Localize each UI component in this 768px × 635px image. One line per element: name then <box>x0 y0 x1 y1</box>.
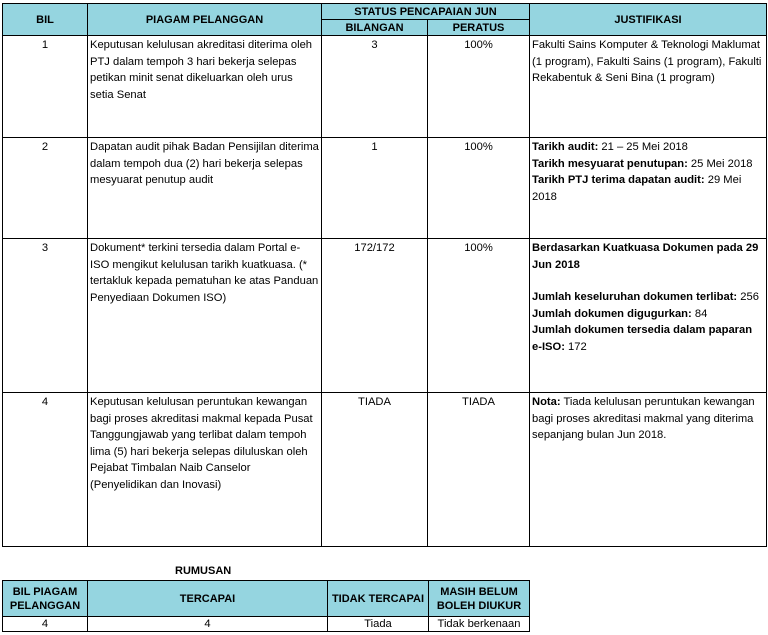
row-piagam: Dokument* terkini tersedia dalam Portal e-ISO mengikut kelulusan tarikh kuatkuasa. (* tertakluk kepada pematuhan ke atas Panduan Penyediaan Dokumen ISO) <box>88 239 322 393</box>
row-justifikasi <box>530 239 767 393</box>
justification-line <box>532 139 764 156</box>
row-bilangan: 1 <box>322 138 428 239</box>
justification-heading: Berdasarkan Kuatkuasa Dokumen pada 29 Jun 2018 <box>532 242 759 271</box>
justification-line <box>532 322 764 355</box>
row-piagam: Keputusan kelulusan peruntukan kewangan bagi proses akreditasi makmal kepada Pusat Tanggungjawab yang terlibat dalam tempoh lima (5) hari bekerja selepas diluluskan oleh Pejabat Timbalan Naib Canselor (Penyelidikan dan Inovasi) <box>88 393 322 547</box>
note-text: Tiada kelulusan peruntukan kewangan bagi proses akreditasi makmal yang diterima sepanjang bulan Jun 2018. <box>532 396 755 442</box>
header-piagam-pelanggan: PIAGAM PELANGGAN <box>88 4 322 36</box>
table-row <box>3 393 767 547</box>
summary-title: RUMUSAN <box>175 565 232 577</box>
row-peratus: 100% <box>428 36 530 138</box>
dropped-documents-value: 84 <box>691 307 708 320</box>
header-bilangan: BILANGAN <box>322 20 428 36</box>
note-label: Nota: <box>532 396 561 408</box>
available-documents-value: 172 <box>564 340 587 353</box>
closing-meeting-label: Tarikh mesyuarat penutupan: <box>532 157 688 170</box>
summary-tidak-tercapai: Tiada <box>328 617 429 632</box>
summary-masih-belum: Tidak berkenaan <box>429 617 530 632</box>
ptj-received-label: Tarikh PTJ terima dapatan audit: <box>532 174 705 187</box>
header-peratus: PERATUS <box>428 20 530 36</box>
total-documents-value: 256 <box>737 291 759 304</box>
row-bilangan: 3 <box>322 36 428 138</box>
customer-charter-table <box>2 3 767 547</box>
header-bil: BIL <box>3 4 88 36</box>
summary-bil-piagam: 4 <box>3 617 88 632</box>
available-documents-label: Jumlah dokumen tersedia dalam paparan e-ISO: <box>532 324 753 353</box>
row-piagam: Dapatan audit pihak Badan Pensijilan diterima dalam tempoh dua (2) hari bekerja selepas mesyuarat penutup audit <box>88 138 322 239</box>
dropped-documents-label: Jumlah dokumen digugurkan: <box>532 307 692 320</box>
summary-header-masih-belum: MASIH BELUM BOLEH DIUKUR <box>429 581 530 617</box>
justification-line <box>532 172 764 205</box>
row-bilangan: TIADA <box>322 393 428 547</box>
row-piagam: Keputusan kelulusan akreditasi diterima oleh PTJ dalam tempoh 3 hari bekerja selepas petikan minit senat dikeluarkan oleh urus setia Senat <box>88 36 322 138</box>
row-bilangan: 172/172 <box>322 239 428 393</box>
row-bil: 4 <box>3 393 88 547</box>
row-bil: 1 <box>3 36 88 138</box>
audit-date-label: Tarikh audit: <box>532 141 599 153</box>
row-justifikasi: Fakulti Sains Komputer & Teknologi Maklumat (1 program), Fakulti Sains (1 program), Fakulti Rekabentuk & Seni Bina (1 program) <box>530 36 767 138</box>
summary-header-bil-piagam: BIL PIAGAM PELANGGAN <box>3 581 88 617</box>
summary-tercapai: 4 <box>88 617 328 632</box>
header-justifikasi: JUSTIFIKASI <box>530 4 767 36</box>
table-row <box>3 36 767 138</box>
row-peratus: 100% <box>428 239 530 393</box>
justification-line <box>532 156 764 173</box>
table-row <box>3 239 767 393</box>
spacer <box>532 273 764 289</box>
justification-line <box>532 289 764 306</box>
justification-line <box>532 306 764 323</box>
closing-meeting-value: 25 Mei 2018 <box>687 157 753 170</box>
ptj-received-value: 29 Mei 2018 <box>532 174 742 203</box>
table-row <box>3 138 767 239</box>
row-bil: 2 <box>3 138 88 239</box>
row-peratus: TIADA <box>428 393 530 547</box>
summary-header-tidak-tercapai: TIDAK TERCAPAI <box>328 581 429 617</box>
total-documents-label: Jumlah keseluruhan dokumen terlibat: <box>532 291 738 304</box>
header-status-pencapaian: STATUS PENCAPAIAN JUN <box>322 4 530 20</box>
row-peratus: 100% <box>428 138 530 239</box>
summary-row <box>3 617 530 632</box>
row-justifikasi <box>530 393 767 547</box>
summary-header-tercapai: TERCAPAI <box>88 581 328 617</box>
row-justifikasi <box>530 138 767 239</box>
row-bil: 3 <box>3 239 88 393</box>
summary-table <box>2 580 530 632</box>
audit-date-value: 21 – 25 Mei 2018 <box>598 141 688 153</box>
